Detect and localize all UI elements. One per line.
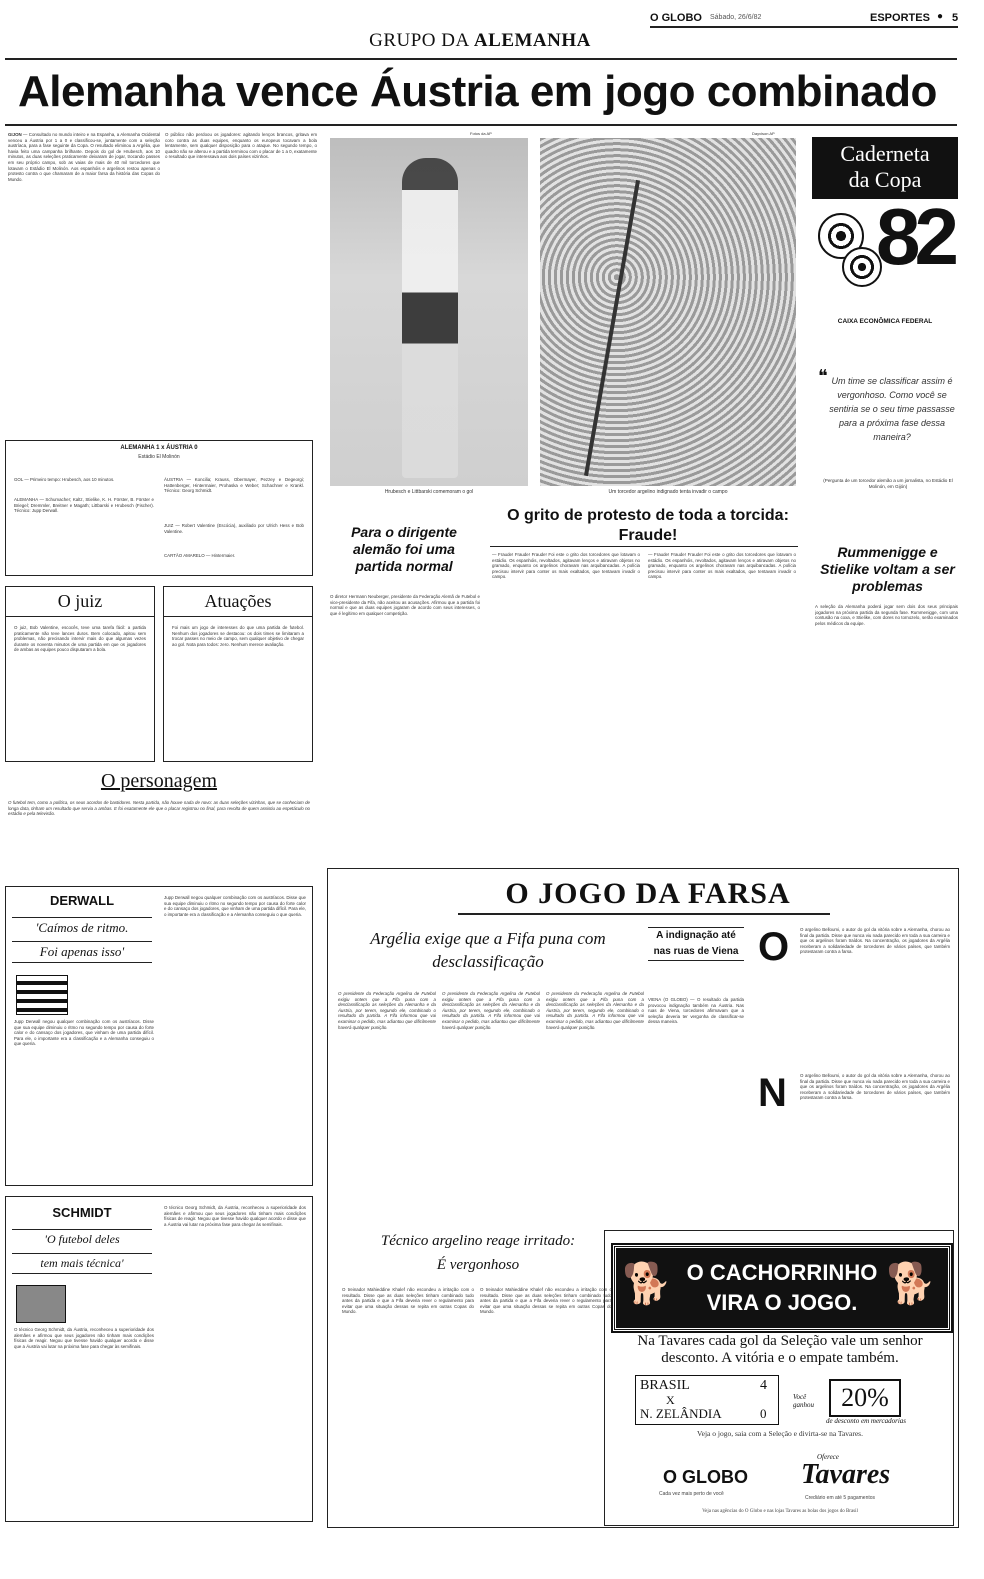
- brand2-sub: Crediário em até 5 pagamentos: [805, 1495, 876, 1501]
- schmidt-name: SCHMIDT: [52, 1205, 112, 1220]
- derwall-name: DERWALL: [49, 893, 115, 908]
- caderneta-quote: Um time se classificar assim é vergonhoso. Como você se sentiria se o seu time passasse para a próxima fase dessa maneira?: [829, 376, 955, 442]
- ad-banner: [613, 1245, 951, 1331]
- atuacoes-text: Foi mais um jogo de interesses do que uma partida de futebol. Nenhum dos jogadores se destacou: os dois times se limitaram a trocar passes no meio de campo, sem qualquer objetivo de chegar ao gol. Nota para todos: zero. Nenhum merece avaliação.: [172, 625, 304, 647]
- caderneta-line1: Caderneta: [840, 141, 930, 166]
- grito-text-col1: — Fraude! Fraude! Fraude! Foi este o grito dos torcedores que lotavam o estádio. Os espanhóis, revoltados, agitavam lenços e atiravam objetos no gramado, enquanto os argelinos choravam nas arquibancadas. A polícia precisou intervir para conter os mais exaltados, que tentavam invadir o campo.: [492, 552, 640, 580]
- caderneta-line2: da Copa: [848, 167, 922, 192]
- group-banner-name: ALEMANHA: [473, 30, 591, 51]
- rummenigge-headline: Rummenigge e Stielike voltam a ser problemas: [820, 544, 955, 594]
- scorebox: [5, 440, 313, 576]
- personagem-text: O futebol tem, como a política, os seus acordos de bastidores. Nesta partida, não houve nada de novo: as duas seleções vizinhas, que se conheciam de longa data, tinham um resultado que servia a ambas. E foi exatamente ele que o placar registrou no final, para revolta de quem assistiu ao espetáculo no estádio e pela televisão.: [8, 800, 310, 817]
- argelia-text-col1: O presidente da Federação Argelina de Futebol exigiu ontem que a Fifa puna com a desclassificação as seleções da Alemanha e da Áustria, por terem, segundo ele, combinado o resultado da partida. A Fifa informou que vai examinar o pedido, mas adiantou que dificilmente haverá qualquer punição.: [338, 991, 436, 1030]
- farsa-title: O JOGO DA FARSA: [505, 877, 791, 910]
- indignacao-headline: A indignação até nas ruas de Viena: [648, 927, 744, 961]
- team2-name: N. ZELÂNDIA: [640, 1406, 722, 1421]
- dirigente-text: O diretor Hermann Neuberger, presidente da Federação Alemã de Futebol e vice-presidente da Fifa, não aceitou as acusações. Afirmou que a partida foi normal e que as duas equipes jogaram de acordo com seus interesses, o que é legítimo em qualquer competição.: [330, 594, 480, 616]
- caderneta-panel: [812, 192, 958, 317]
- brand2-name: Tavares: [801, 1459, 891, 1490]
- fence-post: [584, 180, 640, 476]
- banner-rule-top: [5, 58, 957, 60]
- ad-banner-line2: VIRA O JOGO.: [706, 1290, 858, 1315]
- photo-right-caption: Um torcedor argelino indignado tenta invadir o campo: [608, 489, 728, 495]
- juiz-title: O juiz: [6, 591, 154, 617]
- scorebox-juiz: JUIZ — Robert Valentine (Escócia), auxiliado por Ulrich Hess e Bob Valentine.: [164, 523, 304, 534]
- tecnico-text-col1: O treinador Mahieddine Khalef não escondeu a irritação com o resultado. Disse que as duas seleções tinham combinado tudo antes da partida e que a Fifa deveria rever o regulamento para evitar que uma situação dessas se repita em outras Copas do Mundo.: [342, 1287, 474, 1315]
- team1-score: 4: [760, 1378, 767, 1393]
- schmidt-text-col1: O técnico Georg Schmidt, da Áustria, reconheceu a superioridade dos alemães e afirmou que seus jogadores não tinham mais condições físicas de reagir. Negou que tivesse havido qualquer acordo e disse que a Áustria vai lutar na próxima fase para chegar às semifinais.: [14, 1327, 154, 1349]
- lead-text: — Consultado no mundo inteiro e na Espanha, a Alemanha Ocidental venceu a Áustria por 1 a 0 e classificou-se, juntamente com a seleção austríaca, para a fase seguinte da Copa. O resultado eliminou a Argélia, que havia feito uma campanha brilhante. Depois do gol de Hrubesch, aos 10 minutos, as duas seleções praticamente deixaram de jogar, trocando passes em seu próprio campo, sob as vaias de mais de 40 mil torcedores que lotavam o Estádio El Molinón. Aos espanhóis e argelinos restou apenas o protesto contra o que chamaram de a maior farsa da história das Copas do Mundo.: [8, 132, 160, 182]
- masthead-section: ESPORTES: [870, 12, 930, 24]
- derwall-quote2: Foi apenas isso': [12, 941, 152, 963]
- side-dropcap-2: N: [758, 1071, 787, 1115]
- scorebox-austria: ÁUSTRIA — Koncilia; Krauss, Obermayer, Pezzey e Degeorgi; Hattenberger, Hintermaier, Prohaska e Weber; Schachner e Krankl. Técnico: Georg Schmidt.: [164, 477, 304, 494]
- atuacoes-title: Atuações: [164, 591, 312, 617]
- group-banner: [330, 30, 630, 60]
- ad-footer: Veja nas agências do O Globo e nas lojas Tavares as bolas dos jogos do Brasil: [702, 1509, 858, 1514]
- personagem-title: O personagem: [100, 770, 218, 792]
- scorebox-title: ALEMANHA 1 x ÁUSTRIA 0: [120, 445, 198, 451]
- ad-voce: Você ganhou: [793, 1393, 814, 1409]
- schmidt-quote2: tem mais técnica': [12, 1253, 152, 1274]
- photo-right-credit: Dayvison AP: [752, 131, 775, 136]
- tecnico-text-col2: O treinador Mahieddine Khalef não escondeu a irritação com o resultado. Disse que as duas seleções tinham combinado tudo antes da partida e que a Fifa deveria rever o regulamento para evitar que uma situação dessas se repita em outras Copas do Mundo.: [480, 1287, 612, 1315]
- dog-icon: 🐕: [622, 1261, 672, 1306]
- lead-article-col2: [165, 132, 317, 432]
- brand1-sub: Cada vez mais perto de você: [659, 1491, 724, 1497]
- caderneta-numeral: 82: [876, 192, 953, 281]
- versus-mark: X: [666, 1393, 675, 1407]
- schmidt-quote1: 'O futebol deles: [12, 1229, 152, 1247]
- side-dropcap: O: [758, 925, 790, 969]
- derwall-quote1: 'Caímos de ritmo.: [12, 917, 152, 936]
- photo-left-credit: Fotos da AP: [470, 131, 492, 136]
- tecnico-headline: Técnico argelino reage irritado: É vergonhoso: [380, 1233, 576, 1273]
- juiz-text: O juiz, Bob Valentine, escocês, teve uma tarefa fácil: a partida praticamente não teve lances duros. Bem colocado, apitou sem problemas, não precisando intervir mais do que algumas vezes durante os noventa minutos de uma partida em que os jogadores de ambas as equipes pouco disputaram a bola.: [14, 625, 146, 653]
- tavares-ad: [604, 1230, 954, 1526]
- team2-score: 0: [760, 1406, 767, 1421]
- brand1-name: O GLOBO: [663, 1467, 748, 1487]
- argelia-text-col2: O presidente da Federação Argelina de Futebol exigiu ontem que a Fifa puna com a desclassificação as seleções da Alemanha e da Áustria, por terem, segundo ele, combinado o resultado da partida. A Fifa informou que vai examinar o pedido, mas adiantou que dificilmente haverá qualquer punição.: [442, 991, 540, 1030]
- argelia-text-col3: O presidente da Federação Argelina de Futebol exigiu ontem que a Fifa puna com a desclassificação as seleções da Alemanha e da Áustria, por terem, segundo ele, combinado o resultado da partida. A Fifa informou que vai examinar o pedido, mas adiantou que dificilmente haverá qualquer punição.: [546, 991, 644, 1030]
- ad-discount: 20%: [829, 1379, 901, 1417]
- ad-oferece: Oferece: [817, 1453, 839, 1461]
- schmidt-box: [5, 1196, 313, 1522]
- grito-text-col2: — Fraude! Fraude! Fraude! Foi este o grito dos torcedores que lotavam o estádio. Os espanhóis, revoltados, agitavam lenços e atiravam objetos no gramado, enquanto os argelinos choravam nas arquibancadas. A polícia precisou intervir para conter os mais exaltados, que tentavam invadir o campo.: [648, 552, 796, 580]
- ad-slogan: Na Tavares cada gol da Seleção vale um senhor desconto. A vitória e o empate também.: [637, 1333, 923, 1366]
- masthead-paper: O GLOBO: [650, 12, 702, 24]
- farsa-title-underline: [458, 913, 830, 915]
- farsa-side-text: O argelino Belloumi, o autor do gol da vitória sobre a Alemanha, chorou ao final da partida. Disse que nunca viu nada parecido em toda a sua carreira e que os argelinos foram traídos. Na concentração, os jogadores da Argélia receberam a solidariedade de torcedores de vários países, que também protestaram contra a farsa.: [800, 927, 950, 955]
- derwall-box: [5, 886, 313, 1186]
- photo-right-crowd: [540, 138, 796, 486]
- lead-article-col1: [8, 132, 160, 432]
- photo-left-caption: Hrubesch e Littbarski comemoram o gol: [384, 489, 474, 495]
- player-figure: [402, 158, 458, 478]
- masthead-rule: [650, 26, 958, 28]
- juiz-box: [5, 586, 155, 762]
- schmidt-photo: [16, 1285, 66, 1323]
- lead-dateline: GIJON: [8, 132, 22, 137]
- dirigente-headline: Para o dirigente alemão foi uma partida normal: [351, 524, 457, 574]
- caderneta-attribution: (Pergunta de um torcedor alemão a um jornalista, no Estádio El Molinón, em Gijón): [823, 478, 953, 489]
- section-bullet-icon: ●: [937, 11, 944, 22]
- dog-icon-right: 🐕: [886, 1261, 936, 1306]
- ad-cta: Veja o jogo, saia com a Seleção e divirta-se na Tavares.: [697, 1429, 863, 1438]
- masthead-date: Sábado, 26/6/82: [710, 14, 762, 21]
- atuacoes-box: [163, 586, 313, 762]
- quote-mark-icon: ❝: [818, 366, 828, 386]
- derwall-text-col2: Jupp Derwall negou qualquer combinação com os austríacos. Disse que sua equipe diminuiu o ritmo no segundo tempo por causa do forte calor e do cansaço dos jogadores, que vinham de uma partida difícil. Para ele, o importante era a classificação e a Alemanha conseguiu o que queria.: [164, 895, 306, 917]
- caderneta-logo: [812, 137, 958, 317]
- scorebox-venue: Estádio El Molinón: [138, 454, 180, 460]
- argelia-headline: Argélia exige que a Fifa puna com desclassificação: [370, 929, 606, 971]
- scorebox-alemanha: ALEMANHA — Schumacher; Kaltz, Stielike, K. H. Förster, B. Förster e Briegel; Dremmler, Breitner e Magath; Littbarski e Hrubesch (Fischer). Técnico: Jupp Derwall.: [14, 497, 154, 514]
- derwall-photo: [16, 975, 68, 1015]
- ad-discount-note: de desconto em mercadorias: [825, 1417, 907, 1425]
- indignacao-text: VIENA (O GLOBO) — O resultado da partida provocou indignação também na Áustria. Nas ruas de Viena, torcedores afirmavam que a seleção deveria ter vergonha de classificar-se dessa maneira.: [648, 997, 744, 1025]
- scorebox-cartao: CARTÃO AMARELO — Hintermaier.: [164, 553, 236, 558]
- grito-headline: O grito de protesto de toda a torcida: Fraude!: [507, 507, 789, 544]
- lead-text-2: O público não perdoou os jogadores: agitando lenços brancos, gritava em coro contra as duas equipes, enquanto os europeus tocavam a bola lentamente, sem qualquer disposição para o ataque. No segundo tempo, o quadro não se alterou e a partida terminou com o placar de 1 a 0, exatamente o resultado que interessava aos dois países vizinhos.: [165, 132, 317, 160]
- photo-left-celebration: [330, 138, 528, 486]
- caderneta-sponsor: CAIXA ECONÔMICA FEDERAL: [837, 318, 933, 325]
- ad-banner-line1: O CACHORRINHO: [686, 1260, 878, 1285]
- masthead-page: 5: [952, 12, 959, 24]
- scoreboard: [635, 1375, 779, 1425]
- scorebox-gol: GOL — Primeiro tempo: Hrubesch, aos 10 minutos.: [14, 477, 115, 482]
- team1-name: BRASIL: [640, 1378, 690, 1393]
- grito-rule: [490, 546, 798, 547]
- farsa-side-text-2: O argelino Belloumi, o autor do gol da vitória sobre a Alemanha, chorou ao final da partida. Disse que nunca viu nada parecido em toda a sua carreira e que os argelinos foram traídos. Na concentração, os jogadores da Argélia receberam a solidariedade de torcedores de vários países, que também protestaram contra a farsa.: [800, 1073, 950, 1101]
- headline-rule: [5, 124, 957, 126]
- group-banner-prefix: GRUPO DA: [369, 30, 469, 51]
- main-headline: Alemanha vence Áustria em jogo combinado: [18, 67, 937, 116]
- schmidt-text-col2: O técnico Georg Schmidt, da Áustria, reconheceu a superioridade dos alemães e afirmou que seus jogadores não tinham mais condições físicas de reagir. Negou que tivesse havido qualquer acordo e disse que a Áustria vai lutar na próxima fase para chegar às semifinais.: [164, 1205, 306, 1227]
- derwall-text-col1: Jupp Derwall negou qualquer combinação com os austríacos. Disse que sua equipe diminuiu o ritmo no segundo tempo por causa do forte calor e do cansaço dos jogadores, que vinham de uma partida difícil. Para ele, o importante era a classificação e a Alemanha conseguiu o que queria.: [14, 1019, 154, 1047]
- rummenigge-text: A seleção da Alemanha poderá jogar sem dois dos seus principais jogadores na próxima partida da segunda fase. Rummenigge, com uma contusão na coxa, e Stielike, com dores no tornozelo, serão examinados pelos médicos da equipe.: [815, 604, 958, 626]
